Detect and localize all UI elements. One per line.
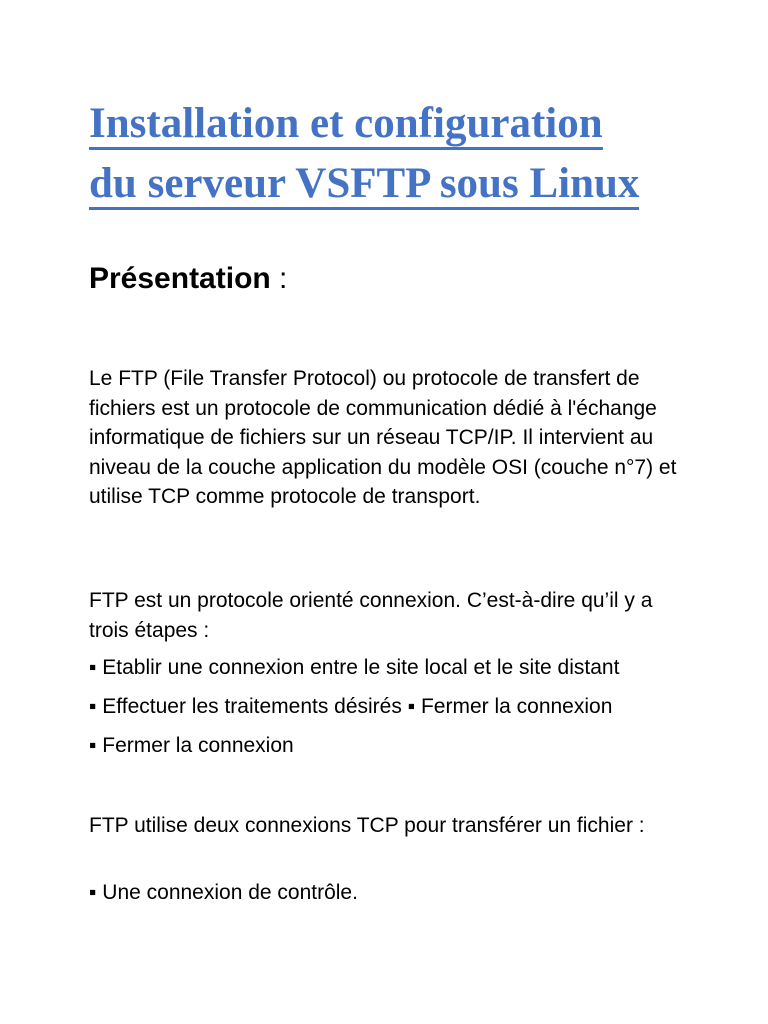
section-heading-colon: : bbox=[270, 262, 288, 295]
title-line-1: Installation et configuration bbox=[89, 100, 603, 147]
section-heading-word: Présentation bbox=[89, 262, 271, 295]
list-item-establish-connection: ▪ Etablir une connexion entre le site local et le site distant bbox=[89, 656, 620, 679]
paragraph-two-tcp-connections: FTP utilise deux connexions TCP pour transférer un fichier : bbox=[89, 814, 645, 837]
list-item-perform-processing: ▪ Effectuer les traitements désirés ▪ Fermer la connexion bbox=[89, 695, 613, 718]
title-link[interactable] bbox=[89, 100, 639, 210]
section-heading-presentation bbox=[89, 259, 287, 299]
page-title bbox=[89, 94, 709, 214]
paragraph-ftp-definition: Le FTP (File Transfer Protocol) ou protocole de transfert de fichiers est un protocole de communication dédié à l'échange informatique de fichiers sur un réseau TCP/IP. Il intervient au niveau de la couche application du modèle OSI (couche n°7) et utilise TCP comme protocole de transport. bbox=[89, 367, 677, 508]
list-item-close-connection: ▪ Fermer la connexion bbox=[89, 734, 294, 757]
paragraph-connection-oriented: FTP est un protocole orienté connexion. C’est-à-dire qu’il y a trois étapes : bbox=[89, 589, 653, 642]
list-item-control-connection: ▪ Une connexion de contrôle. bbox=[89, 881, 358, 904]
title-line-2: du serveur VSFTP sous Linux bbox=[89, 160, 640, 207]
